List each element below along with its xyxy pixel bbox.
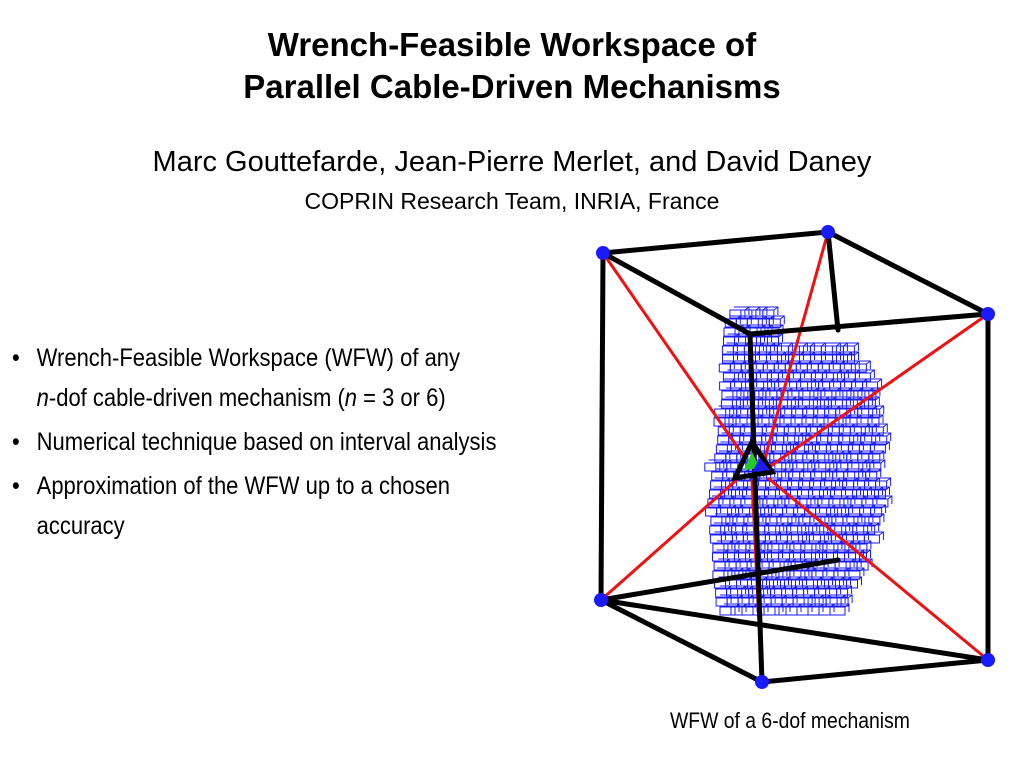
workspace-box — [711, 481, 726, 489]
workspace-box-depth — [727, 352, 738, 360]
workspace-box — [734, 373, 745, 381]
workspace-box — [705, 463, 720, 471]
workspace-box-depth — [837, 469, 848, 477]
workspace-box-depth — [717, 550, 728, 558]
workspace-box-depth — [726, 343, 737, 351]
workspace-box — [820, 400, 831, 408]
anchor-point — [821, 225, 835, 239]
anchor-point — [755, 675, 769, 689]
workspace-box-depth — [731, 595, 742, 603]
workspace-box — [738, 598, 749, 606]
workspace-box — [771, 589, 782, 597]
workspace-box-depth — [719, 451, 730, 459]
workspace-box — [766, 391, 777, 399]
workspace-box — [791, 418, 802, 426]
workspace-box — [797, 382, 812, 390]
workspace-box-depth — [772, 334, 783, 342]
workspace-box — [842, 526, 853, 534]
workspace-box-depth — [850, 415, 861, 423]
workspace-box-depth — [793, 370, 804, 378]
workspace-box — [787, 400, 798, 408]
workspace-box-depth — [784, 415, 795, 423]
workspace-box — [730, 310, 745, 318]
workspace-box — [864, 535, 879, 543]
workspace-box-depth — [849, 568, 864, 576]
frame-edge — [601, 253, 603, 600]
workspace-box — [752, 310, 763, 318]
workspace-box-depth — [725, 532, 736, 540]
workspace-box-depth — [823, 604, 834, 612]
workspace-box-depth — [770, 388, 781, 396]
workspace-box-depth — [827, 568, 838, 576]
workspace-box — [845, 571, 860, 579]
workspace-box-depth — [758, 532, 769, 540]
workspace-box — [706, 508, 717, 516]
workspace-box — [845, 553, 860, 561]
workspace-box-depth — [847, 343, 858, 351]
workspace-box-depth — [877, 496, 892, 504]
workspace-box-depth — [800, 361, 811, 369]
workspace-box-depth — [874, 442, 889, 450]
workspace-box-depth — [801, 604, 812, 612]
workspace-box-depth — [781, 478, 792, 486]
workspace-box-depth — [806, 415, 817, 423]
workspace-box — [716, 598, 727, 606]
frame-edge — [603, 232, 828, 253]
workspace-box-depth — [804, 370, 815, 378]
anchor-point — [594, 593, 608, 607]
workspace-box-depth — [817, 415, 828, 423]
workspace-box-depth — [760, 370, 771, 378]
workspace-box-depth — [835, 487, 846, 495]
title-line-2: Parallel Cable-Driven Mechanisms — [243, 68, 781, 105]
workspace-box — [830, 607, 845, 615]
workspace-box-depth — [740, 316, 751, 324]
workspace-box-depth — [880, 478, 891, 486]
workspace-box — [801, 553, 816, 561]
workspace-box — [725, 418, 736, 426]
bullet-item-wfw — [12, 338, 522, 418]
bullet-text-n-1: n — [36, 384, 49, 412]
workspace-box — [846, 418, 857, 426]
workspace-box — [837, 598, 848, 606]
workspace-box — [738, 589, 749, 597]
workspace-box-depth — [755, 424, 766, 432]
workspace-box-depth — [815, 370, 826, 378]
workspace-box — [727, 589, 742, 597]
workspace-box — [782, 598, 793, 606]
workspace-box — [724, 544, 735, 552]
bullet-icon: • — [12, 344, 20, 372]
workspace-box — [756, 355, 767, 363]
bullet-text-3: Approximation of the WFW up to a chosen accuracy — [36, 472, 450, 540]
workspace-box — [804, 589, 815, 597]
workspace-box-depth — [736, 532, 747, 540]
anchor-point — [981, 653, 995, 667]
workspace-box — [857, 418, 868, 426]
workspace-box — [765, 526, 780, 534]
workspace-box — [721, 526, 732, 534]
workspace-box-depth — [771, 370, 782, 378]
workspace-box-depth — [788, 424, 799, 432]
workspace-box — [844, 355, 855, 363]
wfw-figure — [590, 222, 1010, 697]
workspace-box-depth — [762, 415, 773, 423]
workspace-box-depth — [838, 568, 849, 576]
workspace-box — [815, 598, 826, 606]
workspace-box — [843, 346, 854, 354]
workspace-box-depth — [863, 442, 874, 450]
frame-edge — [828, 232, 988, 314]
workspace-box-depth — [823, 379, 834, 387]
workspace-box-depth — [811, 361, 822, 369]
workspace-box-depth — [799, 424, 810, 432]
workspace-box — [777, 346, 788, 354]
workspace-box-depth — [795, 415, 806, 423]
bullet-text-1c: = 3 or 6) — [357, 384, 446, 412]
workspace-box — [822, 355, 837, 363]
workspace-box — [712, 472, 723, 480]
workspace-box — [807, 364, 818, 372]
workspace-box-depth — [845, 379, 856, 387]
workspace-box-depth — [794, 541, 805, 549]
bullet-item-approx — [12, 466, 522, 546]
workspace-box — [848, 463, 863, 471]
workspace-box — [778, 355, 789, 363]
authors: Marc Gouttefarde, Jean-Pierre Merlet, and David Daney — [152, 146, 872, 178]
workspace-box — [767, 355, 782, 363]
workspace-box-depth — [873, 451, 884, 459]
workspace-box-depth — [724, 379, 735, 387]
workspace-box-depth — [793, 469, 804, 477]
workspace-box-depth — [758, 487, 769, 495]
workspace-box — [720, 607, 735, 615]
workspace-box-depth — [876, 424, 887, 432]
workspace-box-depth — [710, 505, 721, 513]
workspace-box-depth — [780, 532, 791, 540]
workspace-box-depth — [815, 352, 826, 360]
workspace-box — [818, 364, 829, 372]
workspace-box — [780, 418, 791, 426]
workspace-box — [766, 346, 777, 354]
workspace-box-depth — [716, 469, 727, 477]
slide-title — [0, 24, 1024, 108]
workspace-box-depth — [792, 388, 803, 396]
workspace-box-depth — [776, 505, 787, 513]
workspace-box-depth — [785, 406, 796, 414]
workspace-box-depth — [796, 406, 807, 414]
workspace-box — [764, 607, 779, 615]
workspace-box-depth — [872, 415, 883, 423]
workspace-box-depth — [755, 433, 766, 441]
workspace-box — [864, 400, 875, 408]
workspace-box — [796, 364, 807, 372]
workspace-box-depth — [816, 568, 827, 576]
workspace-box-depth — [720, 595, 731, 603]
workspace-box — [763, 364, 774, 372]
bullet-item-interval — [12, 422, 522, 462]
workspace-box-depth — [790, 604, 801, 612]
workspace-box-depth — [827, 550, 838, 558]
workspace-box — [753, 382, 768, 390]
workspace-box — [755, 391, 766, 399]
workspace-box — [742, 607, 753, 615]
workspace-box — [714, 562, 725, 570]
workspace-box — [819, 607, 830, 615]
workspace-box-depth — [783, 550, 794, 558]
workspace-box — [822, 373, 837, 381]
workspace-box-depth — [848, 370, 859, 378]
workspace-box — [803, 580, 818, 588]
workspace-box — [790, 544, 801, 552]
workspace-box-depth — [791, 487, 802, 495]
workspace-box-depth — [822, 361, 833, 369]
workspace-box-depth — [870, 469, 881, 477]
workspace-box-depth — [796, 451, 807, 459]
workspace-box — [812, 544, 823, 552]
workspace-box-depth — [781, 343, 792, 351]
workspace-box — [802, 418, 813, 426]
workspace-box-depth — [841, 442, 852, 450]
workspace-box — [730, 364, 741, 372]
affiliation: COPRIN Research Team, INRIA, France — [304, 188, 720, 214]
workspace-box-depth — [851, 451, 862, 459]
workspace-box — [790, 571, 805, 579]
workspace-box-depth — [857, 532, 868, 540]
workspace-box — [722, 346, 733, 354]
workspace-box-depth — [864, 505, 875, 513]
anchor-point — [596, 246, 610, 260]
workspace-box-depth — [819, 442, 830, 450]
workspace-box-depth — [802, 487, 813, 495]
workspace-box-depth — [832, 424, 843, 432]
bullet-text-n-2: n — [344, 384, 358, 412]
workspace-box-depth — [856, 379, 867, 387]
workspace-box-depth — [861, 415, 872, 423]
workspace-box-depth — [723, 361, 734, 369]
workspace-box — [813, 418, 824, 426]
workspace-box-depth — [728, 334, 739, 342]
workspace-box — [793, 589, 804, 597]
workspace-box — [810, 391, 821, 399]
frame-edge — [762, 660, 988, 682]
workspace-box-depth — [821, 433, 832, 441]
workspace-box-depth — [832, 433, 843, 441]
workspace-box-depth — [769, 532, 780, 540]
workspace-box — [800, 373, 811, 381]
workspace-box — [786, 607, 797, 615]
bullet-text-2: Numerical technique based on interval analysis — [36, 428, 497, 456]
workspace-box — [811, 355, 822, 363]
workspace-box-depth — [733, 433, 744, 441]
frame-edge — [750, 314, 988, 334]
workspace-box — [783, 508, 794, 516]
workspace-box — [771, 598, 782, 606]
workspace-box — [826, 589, 837, 597]
workspace-box-depth — [777, 424, 788, 432]
workspace-box-depth — [859, 370, 874, 378]
workspace-box — [863, 382, 878, 390]
workspace-box-depth — [803, 478, 814, 486]
workspace-box-depth — [775, 595, 786, 603]
workspace-box-depth — [838, 550, 849, 558]
workspace-box — [776, 526, 787, 534]
workspace-box — [795, 427, 806, 435]
workspace-box — [829, 499, 844, 507]
workspace-box — [800, 355, 811, 363]
cable-anchors — [594, 225, 995, 689]
workspace-box — [849, 508, 860, 516]
workspace-box-depth — [767, 361, 778, 369]
workspace-box-depth — [739, 541, 750, 549]
workspace-box-depth — [807, 406, 818, 414]
workspace-box — [787, 526, 802, 534]
workspace-box-depth — [767, 307, 778, 315]
workspace-box-depth — [847, 478, 858, 486]
workspace-box-depth — [814, 343, 825, 351]
workspace-box — [814, 454, 829, 462]
workspace-box — [799, 346, 810, 354]
workspace-box — [793, 463, 808, 471]
workspace-box-depth — [834, 379, 845, 387]
workspace-box-depth — [746, 604, 757, 612]
workspace-box — [782, 589, 793, 597]
workspace-box-depth — [790, 379, 801, 387]
workspace-box — [756, 373, 767, 381]
workspace-box — [774, 364, 785, 372]
workspace-box — [779, 544, 790, 552]
workspace-box — [872, 427, 883, 435]
workspace-box — [775, 607, 786, 615]
workspace-box-depth — [843, 424, 854, 432]
workspace-box-depth — [786, 595, 797, 603]
workspace-box-depth — [737, 343, 748, 351]
workspace-box — [710, 526, 725, 534]
workspace-box-depth — [742, 595, 753, 603]
workspace-box — [723, 355, 734, 363]
workspace-box-depth — [736, 523, 747, 531]
workspace-box — [733, 346, 744, 354]
workspace-box — [710, 535, 721, 543]
bullet-text-1b: -dof cable-driven mechanism ( — [48, 384, 345, 412]
workspace-box-depth — [862, 451, 873, 459]
workspace-box-depth — [792, 478, 803, 486]
figure-caption: WFW of a 6-dof mechanism — [670, 708, 910, 733]
workspace-box-depth — [868, 532, 883, 540]
workspace-box-depth — [773, 316, 784, 324]
workspace-box-depth — [804, 352, 815, 360]
frame-edge — [828, 232, 838, 330]
workspace-box — [735, 544, 746, 552]
workspace-box-depth — [772, 550, 783, 558]
workspace-box — [734, 355, 749, 363]
workspace-box-depth — [851, 577, 862, 585]
workspace-box — [815, 589, 826, 597]
workspace-box-depth — [787, 505, 798, 513]
workspace-box — [731, 382, 746, 390]
workspace-box — [853, 526, 868, 534]
workspace-box — [722, 391, 737, 399]
workspace-box-depth — [860, 541, 871, 549]
workspace-box-depth — [756, 361, 767, 369]
workspace-box — [723, 373, 738, 381]
workspace-box — [727, 598, 738, 606]
workspace-box — [718, 436, 729, 444]
workspace-box-depth — [804, 469, 815, 477]
title-line-1: Wrench-Feasible Workspace of — [267, 26, 757, 63]
workspace-box — [716, 589, 727, 597]
bullet-icon: • — [12, 428, 20, 456]
workspace-box — [855, 373, 870, 381]
anchor-point — [981, 307, 995, 321]
workspace-box-depth — [739, 550, 750, 558]
workspace-box — [720, 382, 731, 390]
workspace-box — [731, 607, 742, 615]
workspace-box-depth — [777, 433, 788, 441]
workspace-box-depth — [833, 361, 844, 369]
bullet-list — [12, 338, 522, 550]
workspace-box-depth — [875, 505, 886, 513]
workspace-box — [810, 346, 821, 354]
workspace-box — [809, 535, 824, 543]
workspace-box-depth — [867, 379, 882, 387]
workspace-box — [713, 553, 724, 561]
workspace-box — [797, 607, 808, 615]
workspace-box — [864, 526, 875, 534]
workspace-box — [829, 364, 840, 372]
workspace-box — [752, 364, 763, 372]
workspace-box — [724, 337, 735, 345]
workspace-box — [815, 463, 830, 471]
workspace-box — [732, 526, 743, 534]
workspace-box-depth — [778, 361, 789, 369]
workspace-box-depth — [853, 505, 864, 513]
workspace-box — [808, 607, 819, 615]
workspace-box-depth — [869, 478, 880, 486]
workspace-box-depth — [733, 424, 744, 432]
workspace-box-depth — [858, 478, 869, 486]
workspace-box — [743, 526, 754, 534]
workspace-box — [832, 346, 843, 354]
workspace-box-depth — [714, 532, 725, 540]
workspace-box-depth — [769, 487, 780, 495]
workspace-box-depth — [829, 406, 840, 414]
workspace-box-depth — [760, 352, 771, 360]
workspace-box — [787, 535, 802, 543]
workspace-box — [711, 517, 726, 525]
workspace-box-depth — [830, 442, 841, 450]
workspace-box-depth — [812, 604, 823, 612]
workspace-box-depth — [764, 595, 775, 603]
workspace-box-depth — [728, 550, 739, 558]
workspace-box-depth — [846, 532, 857, 540]
bullet-icon: • — [12, 472, 20, 500]
bullet-text-1a: Wrench-Feasible Workspace (WFW) of any — [36, 344, 461, 372]
frame-edge — [603, 253, 750, 334]
workspace-box — [837, 589, 848, 597]
workspace-box-depth — [814, 478, 825, 486]
workspace-box-depth — [818, 406, 829, 414]
workspace-box — [758, 418, 769, 426]
workspace-box-depth — [734, 361, 745, 369]
workspace-box-depth — [794, 550, 805, 558]
workspace-box — [788, 391, 799, 399]
workspace-box — [719, 364, 730, 372]
